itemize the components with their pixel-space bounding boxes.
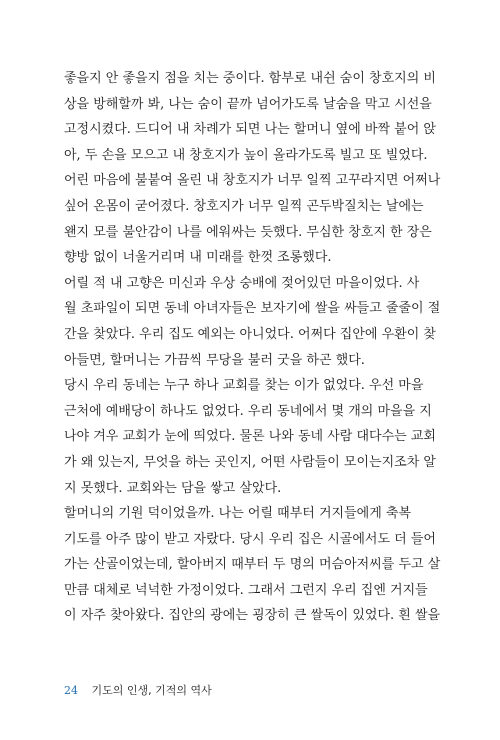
text-line: 당시 우리 동네는 누구 하나 교회를 찾는 이가 없었다. 우선 마을 [64, 378, 424, 394]
text-line: 좋을지 안 좋을지 점을 치는 중이다. 함부로 내쉰 숨이 창호지의 비 [64, 71, 436, 86]
page-body-text [64, 66, 446, 629]
text-line: 나야 겨우 교회가 눈에 띄었다. 물론 나와 동네 사람 대다수는 교회 [64, 429, 436, 445]
text-line: 고정시켰다. 드디어 내 차례가 되면 나는 할머니 옆에 바짝 붙어 앉 [64, 122, 436, 138]
text-line: 어릴 적 내 고향은 미신과 우상 숭배에 젖어있던 마을이었다. 사 [64, 275, 420, 291]
text-line: 가 왜 있는지, 무엇을 하는 곳인지, 어떤 사람들이 모이는지조차 알 [64, 454, 436, 470]
page-number: 24 [64, 684, 78, 697]
text-line: 기도를 아주 많이 받고 자랐다. 당시 우리 집은 시골에서도 더 들어 [64, 531, 436, 547]
text-line: 어린 마음에 불붙여 올린 내 창호지가 너무 일찍 고꾸라지면 어쩌나 [64, 173, 441, 189]
text-line: 아들면, 할머니는 가끔씩 무당을 불러 굿을 하곤 했다. [64, 352, 365, 368]
text-line: 만큼 대체로 넉넉한 가정이었다. 그래서 그런지 우리 집엔 거지들 [64, 582, 428, 598]
text-line: 월 초파일이 되면 동네 아녀자들은 보자기에 쌀을 싸들고 줄줄이 절 [64, 301, 441, 317]
text-line: 왠지 모를 불안감이 나를 에워싸는 듯했다. 무심한 창호지 한 장은 [64, 224, 432, 240]
text-line: 아, 두 손을 모으고 내 창호지가 높이 올라가도록 빌고 또 빌었다. [64, 147, 428, 163]
text-line: 지 못했다. 교회와는 담을 쌓고 살았다. [64, 480, 282, 496]
page-footer [64, 683, 212, 699]
text-line: 간을 찾았다. 우리 집도 예외는 아니었다. 어쩌다 집안에 우환이 찾 [64, 326, 436, 342]
book-title: 기도의 인생, 기적의 역사 [91, 684, 212, 697]
text-line: 가는 산골이었는데, 할아버지 때부터 두 명의 머슴아저씨를 두고 살 [64, 557, 441, 573]
text-line: 상을 방해할까 봐, 나는 숨이 끝까 넘어가도록 날숨을 막고 시선을 [64, 96, 432, 112]
text-line: 할머니의 기원 덕이었을까. 나는 어릴 때부터 거지들에게 축복 [64, 506, 412, 522]
text-line: 근처에 예배당이 하나도 없었다. 우리 동네에서 몇 개의 마을을 지 [64, 403, 432, 419]
text-line: 싶어 온몸이 굳어졌다. 창호지가 너무 일찍 곤두박질치는 날에는 [64, 198, 424, 214]
text-line: 이 자주 찾아왔다. 집안의 광에는 굉장히 큰 쌀독이 있었다. 흰 쌀을 [64, 608, 441, 624]
text-line: 향방 없이 너울거리며 내 미래를 한껏 조롱했다. [64, 250, 332, 266]
